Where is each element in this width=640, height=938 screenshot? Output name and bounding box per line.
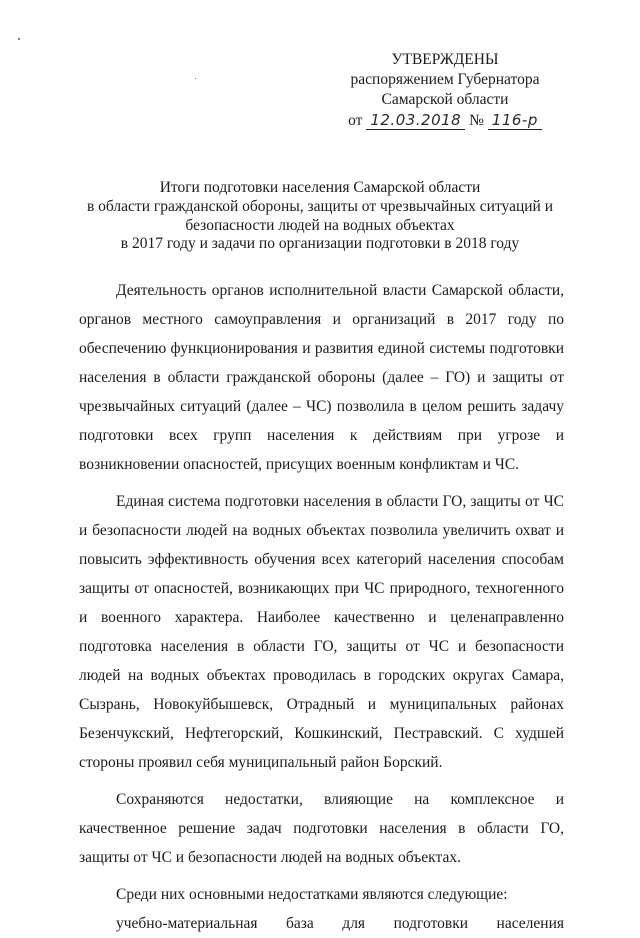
title-line: в 2017 году и задачи по организации подготовки в 2018 году	[120, 235, 520, 253]
scan-speck	[18, 38, 20, 40]
approval-date-line	[330, 110, 560, 136]
paragraph-3: Сохраняются недостатки, влияющие на комплексное и качественное решение задач подготовки населения в области ГО, защиты от ЧС и безопасности людей на водных объектах.	[79, 791, 564, 866]
approval-region: Самарской области	[381, 91, 509, 108]
scan-speck	[195, 78, 196, 79]
title-line: Итоги подготовки населения Самарской области	[159, 179, 481, 196]
number-sign: №	[469, 112, 484, 129]
paragraph-4: Среди них основными недостатками являются следующие:	[116, 886, 508, 903]
handwritten-number: 116-р	[488, 111, 542, 130]
document-title	[60, 179, 580, 254]
date-prefix: от	[348, 112, 363, 129]
title-line: в области гражданской обороны, защиты от чрезвычайных ситуаций и	[86, 197, 553, 215]
title-line: безопасности людей на водных объектах	[185, 216, 455, 234]
document-body	[79, 276, 564, 938]
paragraph-5: учебно-материальная база для подготовки населения	[116, 915, 564, 932]
handwritten-date: 12.03.2018	[366, 111, 465, 130]
approval-heading: УТВЕРЖДЕНЫ	[391, 51, 499, 68]
approval-authority: распоряжением Губернатора	[350, 71, 540, 88]
paragraph-1: Деятельность органов исполнительной власти Самарской области, органов местного самоуправления и организаций в 2017 году по обеспечению функционирования и развития единой системы подготовки населения в области гражданской обороны (далее – ГО) и защиты от чрезвычайных ситуаций (далее – ЧС) позволила в целом решить задачу подготовки всех групп населения к действиям при угрозе и возникновении опасностей, присущих военным конфликтам и ЧС.	[79, 282, 564, 473]
approval-stamp	[330, 50, 560, 136]
paragraph-2: Единая система подготовки населения в области ГО, защиты от ЧС и безопасности людей на водных объектах позволила увеличить охват и повысить эффективность обучения всех категорий населения способам защиты от опасностей, возникающих при ЧС природного, техногенного и военного характера. Наиболее качественно и целенаправленно подготовка населения в области ГО, защиты от ЧС и безопасности людей на водных объектах проводилась в городских округах Самара, Сызрань, Новокуйбышевск, Отрадный и муниципальных районах Безенчукский, Нефтегорский, Кошкинский, Пестравский. С худшей стороны проявил себя муниципальный район Борский.	[79, 493, 564, 771]
